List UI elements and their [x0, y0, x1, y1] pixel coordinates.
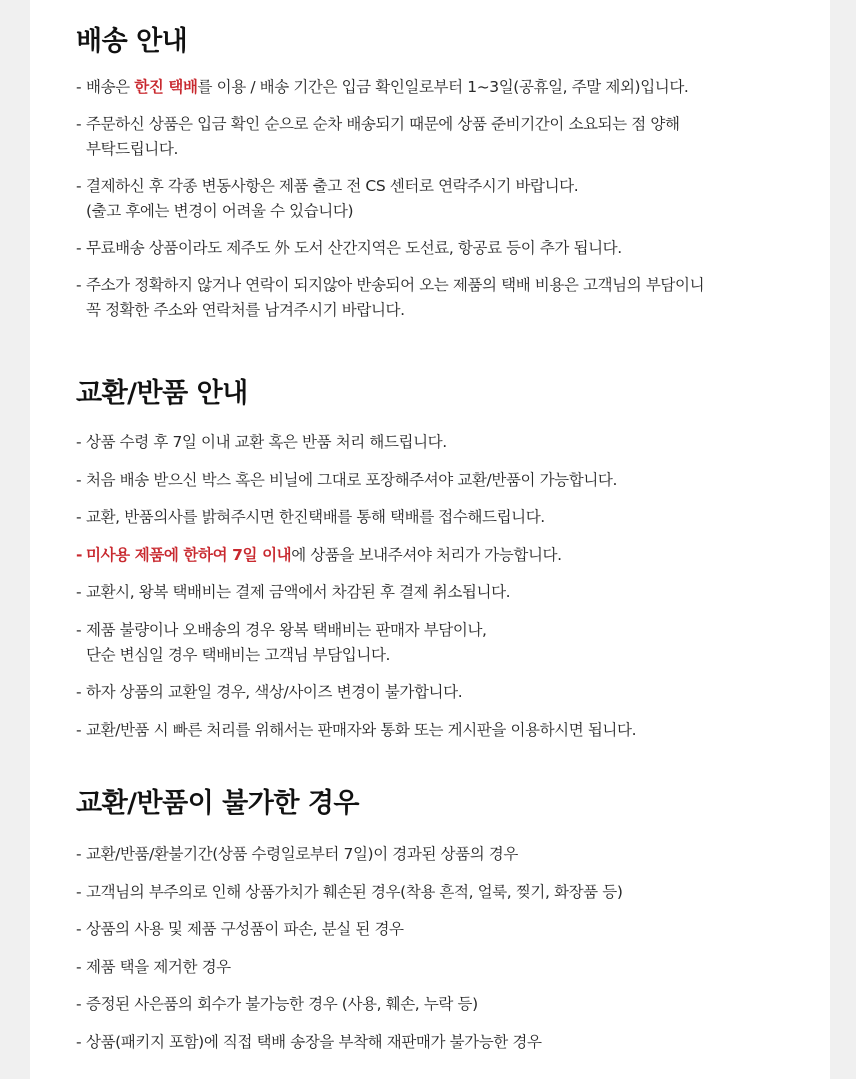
dash: -	[76, 276, 82, 294]
list-item	[76, 543, 796, 568]
shipping-title: 배송 안내	[76, 26, 188, 57]
dash: -	[76, 433, 82, 451]
item-text: 교환시, 왕복 택배비는 결제 금액에서 차감된 후 결제 취소됩니다.	[86, 583, 511, 601]
item-line: 제품 불량이나 오배송의 경우 왕복 택배비는 판매자 부담이나,	[86, 620, 487, 639]
dash: -	[76, 882, 82, 901]
list-item	[76, 1030, 796, 1055]
item-text: 상품의 사용 및 제품 구성품이 파손, 분실 된 경우	[86, 920, 404, 938]
item-text: 무료배송 상품이라도 제주도 外 도서 산간지역은 도선료, 항공료 등이 추가 됩니다.	[86, 239, 622, 257]
list-item	[76, 468, 796, 493]
impossible-title: 교환/반품이 불가한 경우	[76, 788, 359, 819]
highlight-text: 미사용 제품에 한하여 7일 이내	[86, 545, 292, 564]
list-item	[76, 75, 796, 100]
dash: -	[76, 177, 82, 195]
impossible-list	[76, 842, 796, 1055]
list-item	[76, 955, 796, 980]
dash: -	[76, 545, 83, 564]
dash: -	[76, 583, 82, 601]
notice-sheet	[30, 0, 830, 1079]
impossible-section	[76, 787, 796, 1055]
list-item	[76, 618, 796, 668]
dash: -	[76, 995, 82, 1013]
list-item	[76, 236, 796, 261]
item-text: 제품 택을 제거한 경우	[86, 957, 231, 976]
dash: -	[76, 78, 82, 96]
dash: -	[76, 470, 82, 489]
dash: -	[76, 620, 82, 639]
item-line: 단순 변심일 경우 택배비는 고객님 부담입니다.	[86, 645, 391, 664]
item-line: 주소가 정확하지 않거나 연락이 되지않아 반송되어 오는 제품의 택배 비용은 고객님의 부담이니	[86, 276, 705, 294]
item-text: 교환, 반품의사를 밝혀주시면 한진택배를 통해 택배를 접수해드립니다.	[86, 508, 545, 526]
item-text: 상품(패키지 포함)에 직접 택배 송장을 부착해 재판매가 불가능한 경우	[86, 1032, 542, 1051]
exchange-list	[76, 430, 796, 743]
item-text-post: 에 상품을 보내주셔야 처리가 가능합니다.	[291, 545, 562, 564]
item-text: 교환/반품 시 빠른 처리를 위해서는 판매자와 통화 또는 게시판을 이용하시면 됩니다.	[86, 720, 637, 739]
dash: -	[76, 239, 82, 257]
item-line: (출고 후에는 변경이 어려울 수 있습니다)	[86, 202, 354, 220]
exchange-section	[76, 377, 796, 743]
dash: -	[76, 1032, 82, 1051]
item-text: 고객님의 부주의로 인해 상품가치가 훼손된 경우(착용 흔적, 얼룩, 찢기, 화장품 등)	[86, 882, 623, 901]
list-item	[76, 273, 796, 323]
dash: -	[76, 957, 82, 976]
list-item	[76, 917, 796, 942]
list-item	[76, 992, 796, 1017]
dash: -	[76, 508, 82, 526]
list-item	[76, 505, 796, 530]
list-item	[76, 880, 796, 905]
shipping-section	[76, 25, 796, 323]
item-text: 처음 배송 받으신 박스 혹은 비닐에 그대로 포장해주셔야 교환/반품이 가능합니다.	[86, 470, 618, 489]
item-text: 증정된 사은품의 회수가 불가능한 경우 (사용, 훼손, 누락 등)	[86, 995, 478, 1013]
list-item	[76, 680, 796, 705]
exchange-title: 교환/반품 안내	[76, 378, 248, 409]
list-item	[76, 842, 796, 867]
dash: -	[76, 683, 82, 701]
shipping-list	[76, 75, 796, 323]
list-item	[76, 580, 796, 605]
dash: -	[76, 845, 82, 863]
item-text: 상품 수령 후 7일 이내 교환 혹은 반품 처리 해드립니다.	[86, 433, 447, 451]
item-text-post: 를 이용 / 배송 기간은 입금 확인일로부터 1~3일(공휴일, 주말 제외)입니다.	[197, 78, 689, 96]
item-text: 교환/반품/환불기간(상품 수령일로부터 7일)이 경과된 상품의 경우	[86, 845, 518, 863]
item-text-pre: 배송은	[86, 78, 135, 96]
dash: -	[76, 720, 82, 739]
list-item	[76, 430, 796, 455]
item-line: 꼭 정확한 주소와 연락처를 남겨주시기 바랍니다.	[86, 301, 405, 319]
item-line: 부탁드립니다.	[86, 140, 178, 158]
item-line: 주문하신 상품은 입금 확인 순으로 순차 배송되기 때문에 상품 준비기간이 소요되는 점 양해	[86, 115, 680, 133]
highlight-text: 한진 택배	[134, 78, 198, 96]
dash: -	[76, 920, 82, 938]
list-item	[76, 174, 796, 224]
item-text: 하자 상품의 교환일 경우, 색상/사이즈 변경이 불가합니다.	[86, 683, 463, 701]
list-item	[76, 112, 796, 162]
dash: -	[76, 115, 82, 133]
item-line: 결제하신 후 각종 변동사항은 제품 출고 전 CS 센터로 연락주시기 바랍니다.	[86, 177, 579, 195]
list-item	[76, 718, 796, 743]
